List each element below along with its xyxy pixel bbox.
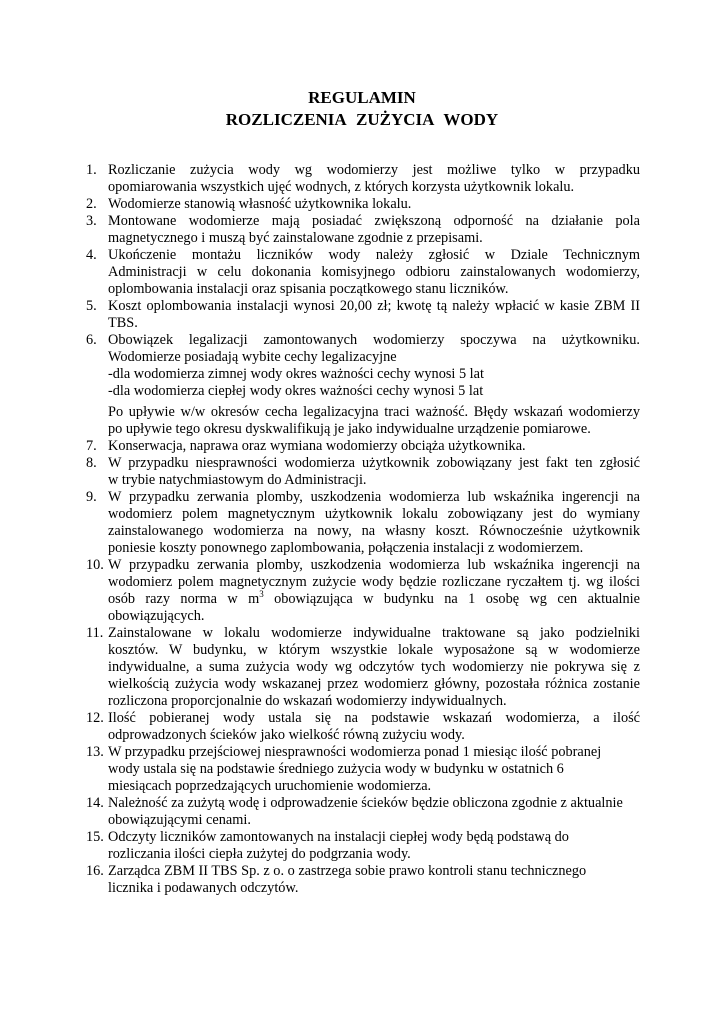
- list-item: [86, 247, 640, 298]
- item-line: wodomierz polem magnetycznym użytkownik lokalu zobowiązany jest do wymiany: [108, 506, 640, 522]
- item-line: W przypadku niesprawności wodomierza użytkownik zobowiązany jest fakt ten zgłosić: [108, 455, 640, 471]
- list-item: [86, 829, 640, 863]
- item-line: Zainstalowane w lokalu wodomierze indywidualne traktowane są jako podzielniki: [108, 625, 640, 641]
- list-item: [86, 863, 640, 897]
- item-line: obowiązującymi cenami.: [108, 812, 251, 828]
- item-number: 11.: [86, 625, 104, 641]
- item-line: W przypadku przejściowej niesprawności wodomierza ponad 1 miesiąc ilość pobranej: [108, 744, 602, 760]
- item-line: opomiarowania wszystkich ujęć wodnych, z których korzysta użytkownik lokalu.: [108, 179, 575, 195]
- list-item: [86, 438, 640, 455]
- item-line: Należność za zużytą wodę i odprowadzenie ścieków będzie obliczona zgodnie z aktualnie: [108, 795, 623, 811]
- item-line: Montowane wodomierze mają posiadać zwiększoną odporność na działanie pola: [108, 213, 640, 229]
- item-line: Zarządca ZBM II TBS Sp. z o. o zastrzega sobie prawo kontroli stanu technicznego: [108, 863, 587, 879]
- item-line: miesiącach poprzedzających uruchomienie wodomierza.: [108, 778, 432, 794]
- item-line: Obowiązek legalizacji zamontowanych wodomierzy spoczywa na użytkowniku.: [108, 332, 640, 348]
- item-number: 7.: [86, 438, 97, 454]
- item-line: Koszt oplombowania instalacji wynosi 20,00 zł; kwotę tą należy wpłacić w kasie ZBM II: [108, 298, 640, 314]
- list-item: [86, 332, 640, 438]
- item-number: 16.: [86, 863, 104, 879]
- list-item: [86, 455, 640, 489]
- list-item: [86, 625, 640, 710]
- item-line: kosztów. W budynku, w którym wszystkie lokale wyposażone są w wodomierze: [108, 642, 640, 658]
- item-line: W przypadku zerwania plomby, uszkodzenia wodomierza lub wskaźnika ingerencji na: [108, 557, 640, 573]
- item-number: 15.: [86, 829, 104, 845]
- item-line: obowiązujących.: [108, 608, 205, 624]
- item-line: TBS.: [108, 315, 138, 331]
- list-item: [86, 298, 640, 332]
- list-item: [86, 489, 640, 557]
- item-line: rozliczania ilości ciepła zużytej do podgrzania wody.: [108, 846, 411, 862]
- item-line: W przypadku zerwania plomby, uszkodzenia wodomierza lub wskaźnika ingerencji na: [108, 489, 640, 505]
- item-line: indywidualne, a suma zużycia wody wg odczytów tych wodomierzy nie pokrywa się z: [108, 659, 640, 675]
- item-number: 5.: [86, 298, 97, 314]
- list-item: [86, 795, 640, 829]
- item-line: -dla wodomierza ciepłej wody okres ważności cechy wynosi 5 lat: [108, 383, 484, 399]
- item-number: 14.: [86, 795, 104, 811]
- item-number: 2.: [86, 196, 97, 212]
- item-number: 3.: [86, 213, 97, 229]
- item-number: 8.: [86, 455, 97, 471]
- item-line: odprowadzonych ścieków jako wielkość równą zużyciu wody.: [108, 727, 465, 743]
- item-number: 4.: [86, 247, 97, 263]
- item-line: magnetycznego i muszą być zainstalowane zgodnie z przepisami.: [108, 230, 483, 246]
- item-number: 10.: [86, 557, 104, 573]
- item-line: Wodomierze stanowią własność użytkownika lokalu.: [108, 196, 412, 212]
- item-line-part: obowiązująca w budynku na 1 osobę wg cen aktualnie: [263, 591, 640, 607]
- item-line: [108, 591, 640, 608]
- item-line: rozliczona proporcjonalnie do wskazań wodomierzy indywidualnych.: [108, 693, 507, 709]
- item-line: Ilość pobieranej wody ustala się na podstawie wskazań wodomierza, a ilość: [108, 710, 640, 726]
- item-number: 9.: [86, 489, 97, 505]
- list-item: [86, 710, 640, 744]
- list-item: [86, 213, 640, 247]
- item-line: Po upływie w/w okresów cecha legalizacyjna traci ważność. Błędy wskazań wodomierzy: [108, 404, 640, 420]
- document-subtitle: ROZLICZENIA ZUŻYCIA WODY: [225, 110, 499, 129]
- item-line: Wodomierze posiadają wybite cechy legalizacyjne: [108, 349, 397, 365]
- item-line: wody ustala się na podstawie średniego zużycia wody w budynku w ostatnich 6: [108, 761, 564, 777]
- item-line: oplombowania instalacji oraz spisania początkowego stanu liczników.: [108, 281, 509, 297]
- item-line: Konserwacja, naprawa oraz wymiana wodomierzy obciąża użytkownika.: [108, 438, 526, 454]
- item-line: -dla wodomierza zimnej wody okres ważności cechy wynosi 5 lat: [108, 366, 484, 382]
- item-number: 13.: [86, 744, 104, 760]
- list-item: [86, 557, 640, 625]
- item-line-part: osób razy norma w m: [108, 591, 260, 607]
- item-line: zainstalowanego wodomierza na nowy, na własny koszt. Równocześnie użytkownik: [108, 523, 640, 539]
- superscript: 3: [259, 589, 264, 600]
- list-item: [86, 744, 640, 795]
- item-line: wielkością zużycia wody wskazanej przez wodomierz główny, pozostała różnica zostanie: [108, 676, 640, 692]
- item-line: wodomierz polem magnetycznym zużycie wody będzie rozliczane ryczałtem tj. wg ilości: [108, 574, 640, 590]
- item-line: po upływie tego okresu dyskwalifikują je jako indywidualne urządzenie pomiarowe.: [108, 421, 591, 437]
- item-line: licznika i podawanych odczytów.: [108, 880, 299, 896]
- item-line: Odczyty liczników zamontowanych na instalacji ciepłej wody będą podstawą do: [108, 829, 569, 845]
- item-line: Ukończenie montażu liczników wody należy zgłosić w Dziale Technicznym: [108, 247, 640, 263]
- list-item: [86, 196, 640, 213]
- document-title: REGULAMIN: [308, 88, 416, 107]
- item-line: Rozliczanie zużycia wody wg wodomierzy jest możliwe tylko w przypadku: [108, 162, 640, 178]
- item-number: 6.: [86, 332, 97, 348]
- item-line: w trybie natychmiastowym do Administracji.: [108, 472, 367, 488]
- item-line: poniesie koszty ponownego zaplombowania, połączenia instalacji z wodomierzem.: [108, 540, 584, 556]
- item-number: 12.: [86, 710, 104, 726]
- list-item: [86, 162, 640, 196]
- item-line: Administracji w celu dokonania komisyjnego odbioru zainstalowanych wodomierzy,: [108, 264, 640, 280]
- item-number: 1.: [86, 162, 97, 178]
- regulation-list: [86, 162, 640, 897]
